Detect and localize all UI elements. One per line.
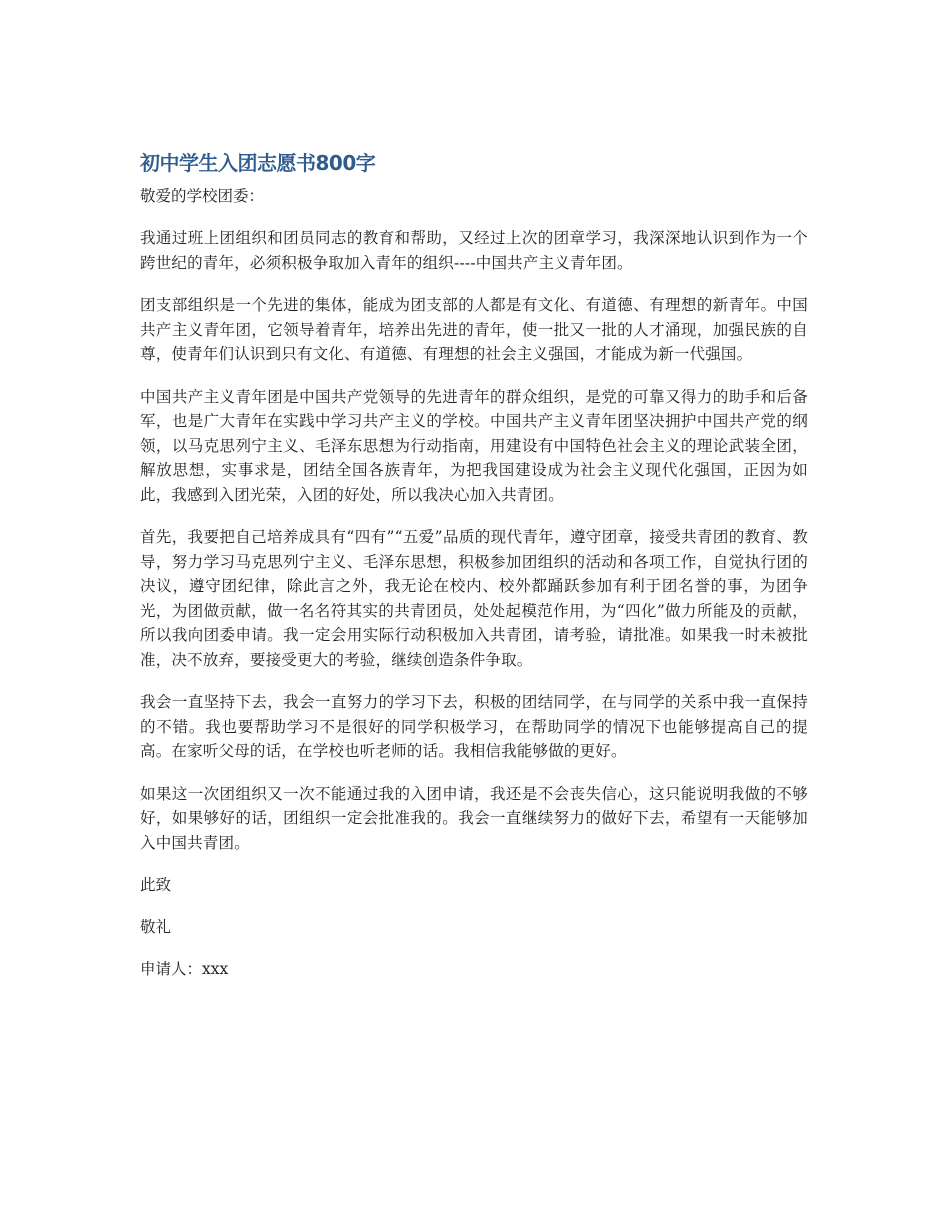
document-page [140,146,808,981]
paragraph-6: 如果这一次团组织又一次不能通过我的入团申请，我还是不会丧失信心，这只能说明我做的不够好，如果够好的话，团组织一定会批准我的。我会一直继续努力的做好下去，希望有一天能够加入中国共青团。 [140,784,808,852]
paragraph-2: 团支部组织是一个先进的集体，能成为团支部的人都是有文化、有道德、有理想的新青年。中国共产主义青年团，它领导着青年，培养出先进的青年，使一批又一批的人才涌现，加强民族的自尊，使青年们认识到只有文化、有道德、有理想的社会主义强国，才能成为新一代强国。 [140,296,808,363]
closing-salute: 敬礼 [140,918,172,936]
paragraph-4: 首先，我要把自己培养成具有“四有”“五爱”品质的现代青年，遵守团章，接受共青团的教育、教导，努力学习马克思列宁主义、毛泽东思想，积极参加团组织的活动和各项工作，自觉执行团的决议，遵守团纪律，除此言之外，我无论在校内、校外都踊跃参加有利于团名誉的事，为团争光，为团做贡献，做一名名符其实的共青团员，处处起模范作用，为“四化”做力所能及的贡献，所以我向团委申请。我一定会用实际行动积极加入共青团，请考验，请批准。如果我一时未被批准，决不放弃，要接受更大的考验，继续创造条件争取。 [140,528,808,669]
salutation: 敬爱的学校团委： [140,187,265,205]
paragraph-3: 中国共产主义青年团是中国共产党领导的先进青年的群众组织，是党的可靠又得力的助手和后备军，也是广大青年在实践中学习共产主义的学校。中国共产主义青年团坚决拥护中国共产党的纲领，以马克思列宁主义、毛泽东思想为行动指南，用建设有中国特色社会主义的理论武装全团，解放思想，实事求是，团结全国各族青年，为把我国建设成为社会主义现代化强国，正因为如此，我感到入团光荣，入团的好处，所以我决心加入共青团。 [140,387,808,504]
paragraph-5: 我会一直坚持下去，我会一直努力的学习下去，积极的团结同学，在与同学的关系中我一直保持的不错。我也要帮助学习不是很好的同学积极学习，在帮助同学的情况下也能够提高自己的提高。在家听父母的话，在学校也听老师的话。我相信我能够做的更好。 [140,693,808,760]
paragraph-1: 我通过班上团组织和团员同志的教育和帮助，又经过上次的团章学习，我深深地认识到作为一个跨世纪的青年，必须积极争取加入青年的组织----中国共产主义青年团。 [140,229,808,272]
document-title: 初中学生入团志愿书800字 [140,151,376,175]
signature: 申请人：xxx [140,960,229,978]
closing-greeting: 此致 [140,876,172,894]
